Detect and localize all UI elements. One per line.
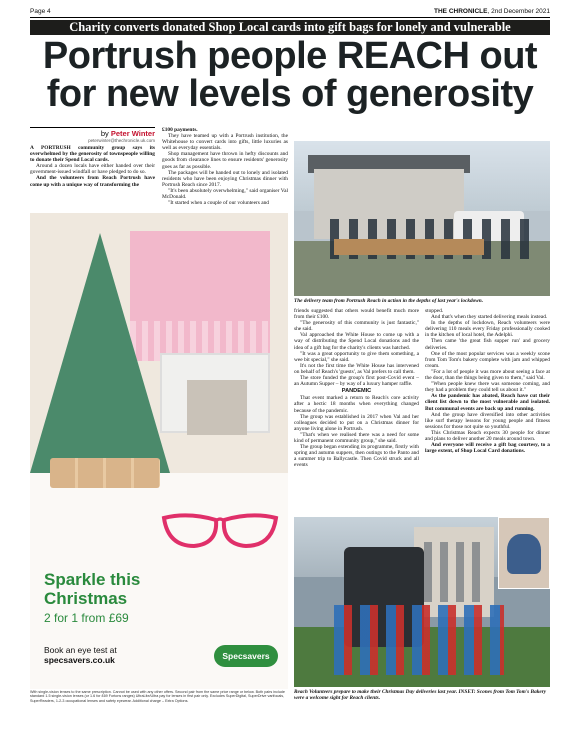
page-number: Page 4 — [30, 8, 51, 15]
ad-offer: 2 for 1 from £69 — [44, 611, 129, 625]
paragraph: This Christmas Reach expects 30 people for dinner and plans to deliver another 20 meals around town. — [425, 429, 550, 442]
paragraph: They have teamed up with a Portrush institution, the Whitehouse to convert cards into gifts, little luxuries as well as everyday essentials. — [162, 133, 288, 152]
paragraph: The store funded the group's first post-Covid event – an Autumn Supper – by way of a luxury hamper raffle. — [294, 375, 419, 388]
paragraph: Val approached the White House to come up with a way of distributing the Spend Local donations and the idea of a gift bag for the charity's clients was hatched. — [294, 332, 419, 351]
author-name: Peter Winter — [110, 129, 155, 138]
ad-small-print: With single-vision lenses to the same prescription. Cannot be used with any other offers. Second pair from the same price range or below. Both pairs include standard 1.5 single-vision lenses (or 1.6 for £69 Fortons ranges) UltraLite/Ultra pay for lenses in first pair only. Excludes SuperDigital, SuperDrive varifocals, SuperReaders, 1-2-3 occupational lenses and safety eyewear. Additional charge – Extra Options. — [30, 690, 285, 703]
volunteer-group — [334, 605, 504, 675]
volunteers-photo — [294, 517, 550, 687]
paragraph: stopped. — [425, 308, 444, 314]
delivery-team-photo — [294, 141, 550, 296]
paragraph: "The generosity of this community is just fantastic," she said. — [294, 320, 419, 333]
paragraph: Shop management have thrown in hefty discounts and goods from clearance lines to ensure residents' generosity goes as far as possible. — [162, 151, 288, 170]
inset-scones-photo — [498, 517, 550, 589]
paragraph: As the pandemic has abated, Reach have cut their client list down to the most vulnerable and isolated. But communal events are back up and running. — [425, 393, 550, 412]
paragraph: "It was a great opportunity to give them something, a wee bit special," she said. — [294, 350, 419, 363]
article-column-3 — [294, 308, 419, 468]
paragraph: "For a lot of people it was more about seeing a face at the door, than the things being given to them," said Val. — [425, 368, 550, 382]
paragraph: A PORTRUSH community group says its overwhelmed by the generosity of townspeople willing to donate their Spend Local cards. — [30, 145, 155, 164]
paragraph: Around a dozen locals have either handed over their government-issued windfall or have pledged to do so. — [30, 163, 155, 176]
kicker: Charity converts donated Shop Local cards into gift bags for lonely and vulnerable — [30, 20, 550, 35]
paragraph: One of the most popular services was a weekly scone from Tom Tom's bakery complete with jam and whipped cream. — [425, 350, 550, 369]
photo-caption-2: Reach Volunteers prepare to make their Christmas Day deliveries last year. INSET: Scones from Tom Tom's Bakery were a welcome sight for Reach clients. — [294, 689, 547, 701]
author-email: peterwinter@thechronicle.uk.com — [88, 138, 155, 143]
folio — [30, 8, 550, 18]
paragraph: Then came 'the great fish supper run' and grocery deliveries. — [425, 338, 550, 351]
ad-fireplace — [160, 353, 270, 433]
article-column-2 — [162, 127, 288, 206]
headline: Portrush people REACH out for new levels of generosity — [42, 35, 538, 115]
paragraph: And the group have diversified into other activities like surf therapy lessons for young people and fitness sessions for those not quite so youthful. — [425, 411, 550, 430]
paragraph: The group was established in 2017 when Val and her colleagues decided to put on a Christmas dinner for anyone living alone in Portrush. — [294, 413, 419, 432]
issue-date: 2nd December 2021 — [491, 8, 550, 15]
ad-tagline: Sparkle this Christmas — [44, 570, 141, 608]
paragraph: The packages will be handed out to lonely and isolated residents who have been enjoying Christmas dinner with Portrush Reach since 2017. — [162, 169, 288, 188]
paragraph: "That's when we realised there was a need for some kind of permanent community group," she said. — [294, 431, 419, 444]
christmas-tree-illustration — [30, 233, 170, 473]
food-table — [334, 239, 484, 255]
specsavers-advert — [30, 213, 288, 689]
paragraph: And everyone will receive a gift bag courtesy, to a large extent, of Shop Local Card donations. — [425, 442, 550, 455]
paragraph: In the depths of lockdown, Reach volunteers were delivering 110 meals every Friday professionally cooked in the kitchen of local hotel, the Adelphi. — [425, 320, 550, 339]
toy-train-illustration — [50, 458, 160, 488]
paragraph: "It's been absolutely overwhelming," said organiser Val McDonald. — [162, 187, 288, 201]
paragraph: £100 payments. — [162, 127, 198, 133]
article-column-4 — [425, 308, 550, 454]
paper-date: THE CHRONICLE, 2nd December 2021 — [434, 8, 550, 15]
paragraph: friends suggested that others would benefit much more from their £100. — [294, 308, 419, 321]
glasses-icon — [158, 508, 282, 550]
specsavers-logo: Specsavers — [214, 645, 278, 667]
byline-name: by Peter Winter — [30, 127, 155, 138]
paragraph: It's not the first time the White House has intervened on behalf of Reach's 'guests', as Val prefers to call them. — [294, 362, 419, 375]
paragraph: That event marked a return to Reach's core activity after a hectic 18 months when everything changed because of the pandemic. — [294, 395, 419, 414]
article-column-1 — [30, 145, 155, 188]
paragraph: And that's when they started delivering meals instead. — [431, 314, 548, 321]
paper-name: THE CHRONICLE — [434, 8, 488, 15]
ad-eyetest: Book an eye test at specsavers.co.uk — [44, 645, 117, 665]
byline — [30, 127, 155, 143]
paragraph: The group began extending its programme, firstly with spring and autumn suppers, then outings to the Panto and a summer trip to Ballycastle. Then Covid struck and all events — [294, 444, 419, 469]
photo-caption-1: The delivery team from Portrush Reach in action in the depths of last year's lockdown. — [294, 298, 484, 304]
subheading: PANDEMIC — [341, 388, 372, 395]
paragraph: "When people knew there was someone coming, and they had a problem they could tell us about it." — [425, 381, 550, 394]
paragraph: "It started when a couple of our volunteers and — [168, 200, 269, 207]
paragraph: And the volunteers from Reach Portrush have come up with a unique way of transforming the — [30, 175, 155, 188]
